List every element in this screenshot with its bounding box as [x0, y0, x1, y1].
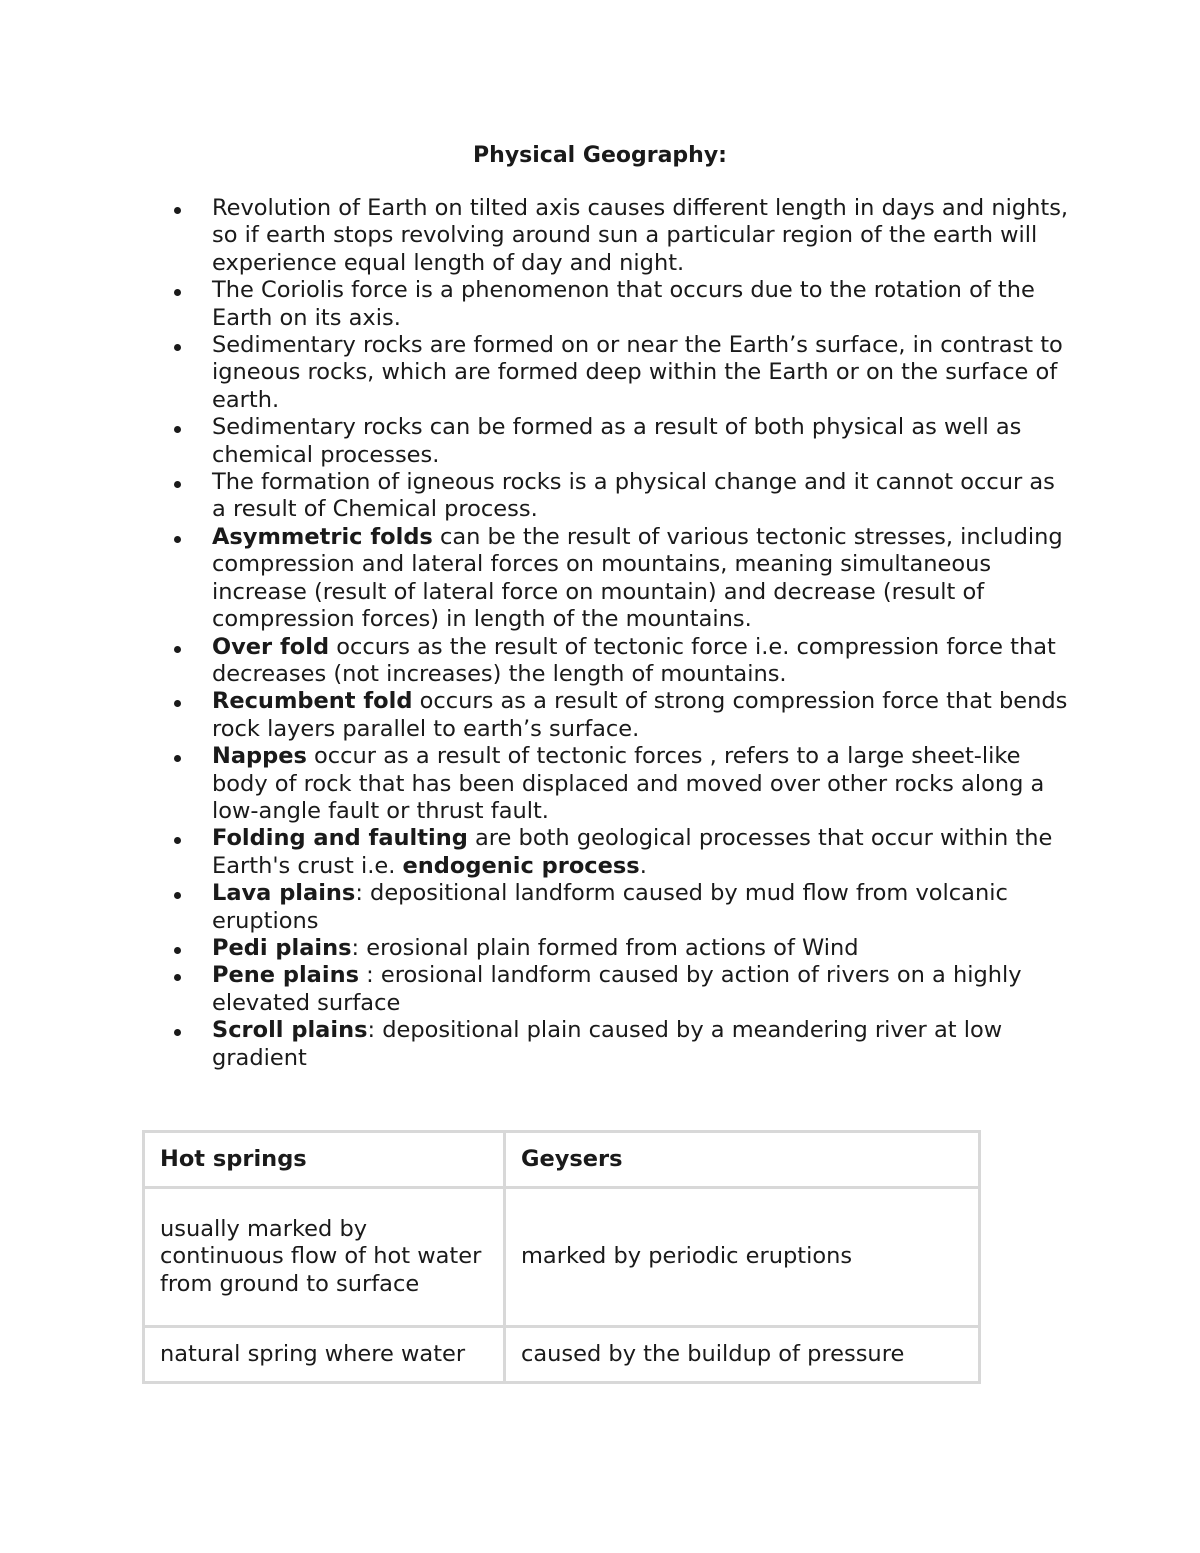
bullet-icon: [174, 646, 181, 653]
list-item: Nappes occur as a result of tectonic forces , refers to a large sheet-like body of rock that has been displaced and moved over other rocks along a low-angle fault or thrust fault.: [170, 743, 1070, 825]
bullet-icon: [174, 947, 181, 954]
table-cell: usually marked by continuous flow of hot water from ground to surface: [144, 1188, 505, 1327]
term: Asymmetric folds: [212, 523, 433, 550]
list-item: Sedimentary rocks are formed on or near the Earth’s surface, in contrast to igneous rocks, which are formed deep within the Earth or on the surface of earth.: [170, 332, 1070, 414]
comparison-table: [142, 1130, 981, 1384]
term: Lava plains: [212, 880, 356, 907]
list-item: Over fold occurs as the result of tectonic force i.e. compression force that decreases (not increases) the length of mountains.: [170, 634, 1070, 689]
bullet-icon: [174, 1029, 181, 1036]
bullet-icon: [174, 837, 181, 844]
table-header-cell: Geysers: [505, 1132, 980, 1188]
list-item: Asymmetric folds can be the result of various tectonic stresses, including compression and lateral forces on mountains, meaning simultaneous increase (result of lateral force on mountain) and decrease (result of compression forces) in length of the mountains.: [170, 524, 1070, 634]
bullet-icon: [174, 755, 181, 762]
list-item: Folding and faulting are both geological processes that occur within the Earth's crust i.e. endogenic process.: [170, 825, 1070, 880]
bullet-list: [170, 195, 1070, 1072]
term: Nappes: [212, 743, 307, 770]
list-item: Pene plains : erosional landform caused by action of rivers on a highly elevated surface: [170, 962, 1070, 1017]
bullet-icon: [174, 536, 181, 543]
list-item: Recumbent fold occurs as a result of strong compression force that bends rock layers parallel to earth’s surface.: [170, 688, 1070, 743]
list-item: The Coriolis force is a phenomenon that occurs due to the rotation of the Earth on its axis.: [170, 277, 1070, 332]
table-cell: marked by periodic eruptions: [505, 1188, 980, 1327]
term: Recumbent fold: [212, 688, 413, 715]
bullet-icon: [174, 892, 181, 899]
table-cell: caused by the buildup of pressure: [505, 1327, 980, 1383]
bullet-icon: [174, 481, 181, 488]
page-title: Physical Geography:: [473, 143, 727, 168]
table-header-cell: Hot springs: [144, 1132, 505, 1188]
bullet-icon: [174, 974, 181, 981]
term: Over fold: [212, 633, 330, 660]
bullet-icon: [174, 207, 181, 214]
table-cell: natural spring where water: [144, 1327, 505, 1383]
term: endogenic process: [402, 852, 640, 879]
term: Folding and faulting: [212, 825, 468, 852]
bullet-icon: [174, 289, 181, 296]
list-item: Revolution of Earth on tilted axis causes different length in days and nights, so if earth stops revolving around sun a particular region of the earth will experience equal length of day and night.: [170, 195, 1070, 277]
list-item: Scroll plains: depositional plain caused by a meandering river at low gradient: [170, 1017, 1070, 1072]
list-item: The formation of igneous rocks is a physical change and it cannot occur as a result of Chemical process.: [170, 469, 1070, 524]
term: Pedi plains: [212, 934, 352, 961]
bullet-icon: [174, 700, 181, 707]
term: Scroll plains: [212, 1017, 368, 1044]
bullet-icon: [174, 426, 181, 433]
term: Pene plains: [212, 962, 359, 989]
table-row: [144, 1188, 980, 1327]
table-header-row: [144, 1132, 980, 1188]
list-item: Lava plains: depositional landform caused by mud flow from volcanic eruptions: [170, 880, 1070, 935]
bullet-icon: [174, 344, 181, 351]
table-row: [144, 1327, 980, 1383]
list-item: Pedi plains: erosional plain formed from actions of Wind: [170, 935, 1070, 962]
list-item: Sedimentary rocks can be formed as a result of both physical as well as chemical processes.: [170, 414, 1070, 469]
